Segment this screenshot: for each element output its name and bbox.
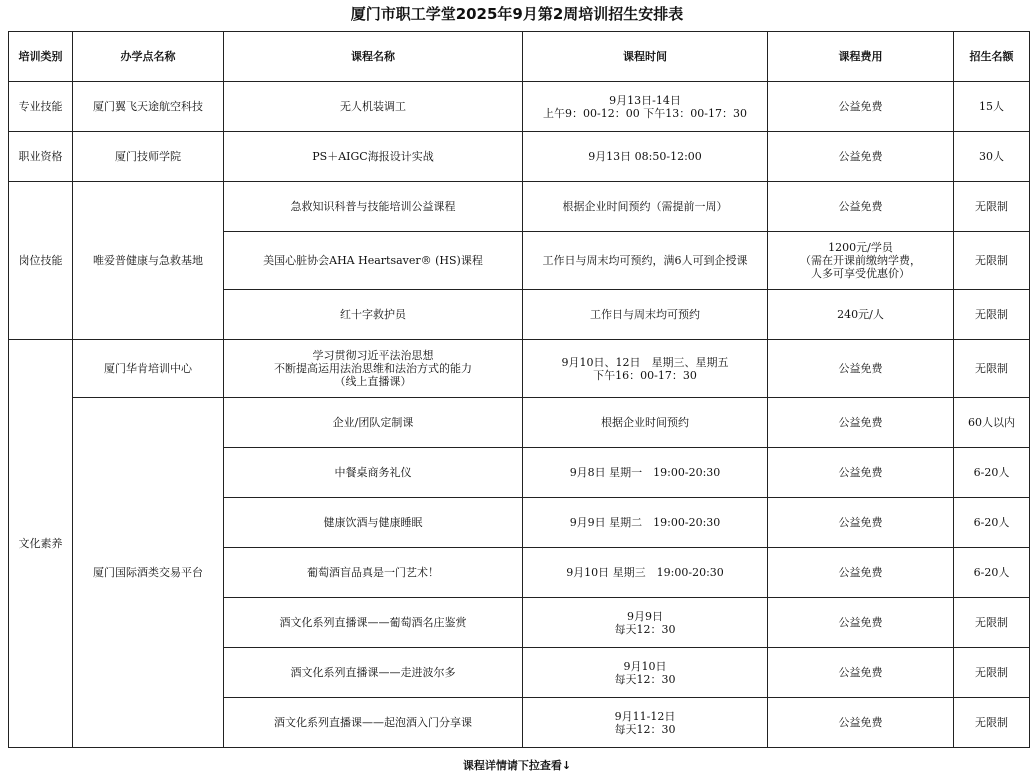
time-cell: 9月10日、12日 星期三、星期五 下午16：00-17：30 [523, 340, 768, 398]
school-cell: 厦门技师学院 [73, 132, 224, 182]
scroll-hint-text: 课程详情请下拉查看 [462, 759, 562, 772]
school-cell: 唯爱普健康与急救基地 [73, 182, 224, 340]
course-cell: 红十字救护员 [224, 290, 523, 340]
fee-cell: 公益免费 [768, 82, 954, 132]
school-cell: 厦门国际酒类交易平台 [73, 398, 224, 748]
quota-cell: 60人以内 [954, 398, 1030, 448]
table-row [9, 182, 1030, 232]
header-course: 课程名称 [224, 32, 523, 82]
fee-cell: 公益免费 [768, 698, 954, 748]
course-cell: PS＋AIGC海报设计实战 [224, 132, 523, 182]
header-school: 办学点名称 [73, 32, 224, 82]
table-row [9, 82, 1030, 132]
time-cell: 9月10日 每天12：30 [523, 648, 768, 698]
time-cell: 9月8日 星期一 19:00-20:30 [523, 448, 768, 498]
quota-cell: 无限制 [954, 598, 1030, 648]
header-quota: 招生名额 [954, 32, 1030, 82]
header-fee: 课程费用 [768, 32, 954, 82]
quota-cell: 无限制 [954, 340, 1030, 398]
time-cell: 根据企业时间预约（需提前一周） [523, 182, 768, 232]
time-cell: 9月13日 08:50-12:00 [523, 132, 768, 182]
course-cell: 美国心脏协会AHA Heartsaver® (HS)课程 [224, 232, 523, 290]
quota-cell: 无限制 [954, 232, 1030, 290]
time-cell: 工作日与周末均可预约，满6人可到企授课 [523, 232, 768, 290]
page-title: 厦门市职工学堂2025年9月第2周培训招生安排表 [350, 5, 684, 23]
school-cell: 厦门翼飞天途航空科技 [73, 82, 224, 132]
quota-cell: 无限制 [954, 648, 1030, 698]
fee-cell: 公益免费 [768, 648, 954, 698]
course-cell: 企业/团队定制课 [224, 398, 523, 448]
fee-cell: 公益免费 [768, 498, 954, 548]
course-cell: 无人机装调工 [224, 82, 523, 132]
table-header-row [9, 32, 1030, 82]
time-cell: 9月9日 星期二 19:00-20:30 [523, 498, 768, 548]
arrow-down-icon: ↓ [561, 759, 572, 772]
course-cell: 学习贯彻习近平法治思想 不断提高运用法治思维和法治方式的能力 （线上直播课） [224, 340, 523, 398]
table-row [9, 340, 1030, 398]
time-cell: 9月11-12日 每天12：30 [523, 698, 768, 748]
time-cell: 9月10日 星期三 19:00-20:30 [523, 548, 768, 598]
course-cell: 健康饮酒与健康睡眠 [224, 498, 523, 548]
time-cell: 9月9日 每天12：30 [523, 598, 768, 648]
schedule-table [8, 31, 1030, 748]
fee-cell: 公益免费 [768, 598, 954, 648]
header-category: 培训类别 [9, 32, 73, 82]
fee-cell: 公益免费 [768, 448, 954, 498]
category-cell: 岗位技能 [9, 182, 73, 340]
quota-cell: 15人 [954, 82, 1030, 132]
quota-cell: 6-20人 [954, 498, 1030, 548]
scroll-hint[interactable] [0, 757, 1034, 775]
category-cell: 职业资格 [9, 132, 73, 182]
table-row [9, 132, 1030, 182]
course-cell: 中餐桌商务礼仪 [224, 448, 523, 498]
course-cell: 急救知识科普与技能培训公益课程 [224, 182, 523, 232]
quota-cell: 30人 [954, 132, 1030, 182]
fee-cell: 公益免费 [768, 548, 954, 598]
school-cell: 厦门华肯培训中心 [73, 340, 224, 398]
quota-cell: 无限制 [954, 698, 1030, 748]
time-cell: 根据企业时间预约 [523, 398, 768, 448]
fee-cell: 公益免费 [768, 132, 954, 182]
quota-cell: 6-20人 [954, 448, 1030, 498]
quota-cell: 无限制 [954, 290, 1030, 340]
course-cell: 酒文化系列直播课——走进波尔多 [224, 648, 523, 698]
fee-cell: 公益免费 [768, 340, 954, 398]
quota-cell: 6-20人 [954, 548, 1030, 598]
course-cell: 酒文化系列直播课——葡萄酒名庄鉴赏 [224, 598, 523, 648]
header-time: 课程时间 [523, 32, 768, 82]
course-cell: 酒文化系列直播课——起泡酒入门分享课 [224, 698, 523, 748]
category-cell: 文化素养 [9, 340, 73, 748]
course-cell: 葡萄酒盲品真是一门艺术！ [224, 548, 523, 598]
fee-cell: 240元/人 [768, 290, 954, 340]
time-cell: 9月13日-14日 上午9：00-12：00 下午13：00-17：30 [523, 82, 768, 132]
category-cell: 专业技能 [9, 82, 73, 132]
table-row [9, 398, 1030, 448]
time-cell: 工作日与周末均可预约 [523, 290, 768, 340]
fee-cell: 公益免费 [768, 182, 954, 232]
fee-cell: 1200元/学员 （需在开课前缴纳学费， 人多可享受优惠价） [768, 232, 954, 290]
quota-cell: 无限制 [954, 182, 1030, 232]
fee-cell: 公益免费 [768, 398, 954, 448]
